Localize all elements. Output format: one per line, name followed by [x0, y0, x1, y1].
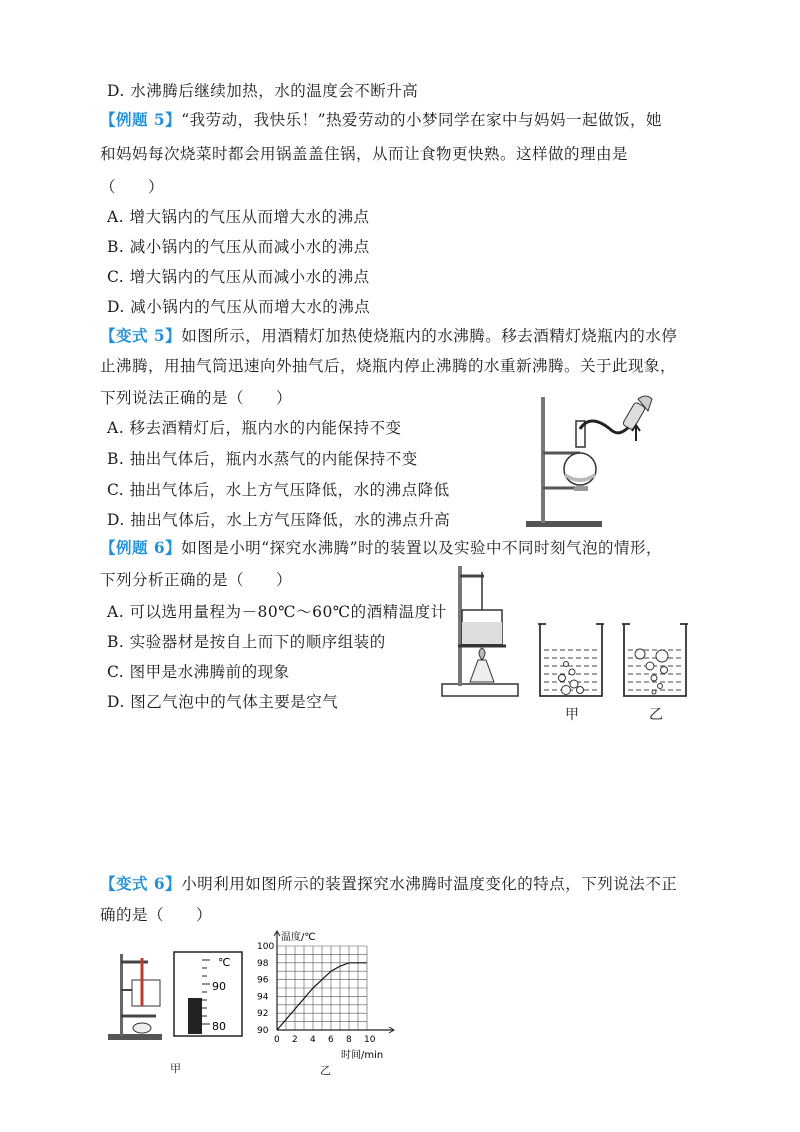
variant6-stem-line2: 确的是（ ）	[100, 906, 213, 924]
example5-stem-line2: 和妈妈每次烧菜时都会用锅盖盖住锅，从而让食物更快熟。这样做的理由是	[100, 145, 629, 163]
variant5-option-c: C. 抽出气体后，水上方气压降低，水的沸点降低	[107, 481, 450, 499]
y-tick-label: 96	[257, 975, 269, 986]
y-tick-label: 90	[257, 1026, 269, 1036]
example6-apparatus-figure	[440, 562, 522, 699]
example5-stem-text1: “我劳动，我快乐！”热爱劳动的小梦同学在家中与妈妈一起做饭，她	[181, 111, 663, 129]
prev-option-d: D. 水沸腾后继续加热，水的温度会不断升高	[107, 82, 419, 100]
y-tick-label: 98	[257, 958, 269, 969]
example6-tag: 【例题 6】	[100, 538, 182, 557]
variant5-stem-line2: 止沸腾，用抽气筒迅速向外抽气后，烧瓶内停止沸腾的水重新沸腾。关于此现象，	[100, 357, 677, 375]
example6-stem-line1	[100, 536, 662, 558]
variant5-option-b: B. 抽出气体后，瓶内水蒸气的内能保持不变	[107, 450, 418, 468]
y-tick-label: 94	[257, 992, 269, 1003]
example5-option-c: C. 增大锅内的气压从而减小水的沸点	[107, 268, 370, 286]
beaker-yi-figure	[620, 620, 690, 700]
example5-stem-line1	[100, 108, 662, 130]
thermo-unit: ℃	[218, 956, 231, 969]
variant6-jia-label: 甲	[170, 1062, 181, 1075]
example6-stem-text1: 如图是小明“探究水沸腾”时的装置以及实验中不同时刻气泡的情形，	[181, 539, 663, 557]
example6-stem-line2: 下列分析正确的是（ ）	[100, 571, 293, 589]
x-tick-label: 2	[292, 1035, 298, 1045]
example6-option-d: D. 图乙气泡中的气体主要是空气	[107, 693, 339, 711]
variant6-yi-label: 乙	[320, 1064, 331, 1077]
y-tick-label: 100	[257, 942, 275, 952]
x-tick-label: 4	[310, 1035, 316, 1045]
variant6-stem-line1	[100, 872, 677, 894]
variant6-tag: 【变式 6】	[100, 874, 182, 893]
beaker-jia-label: 甲	[565, 707, 579, 723]
variant5-tag: 【变式 5】	[100, 326, 182, 345]
example5-option-d: D. 减小锅内的气压从而增大水的沸点	[107, 298, 371, 316]
example6-option-b: B. 实验器材是按自上而下的顺序组装的	[107, 633, 386, 651]
example5-option-b: B. 减小锅内的气压从而减小水的沸点	[107, 238, 370, 256]
variant6-stem-text1: 小明利用如图所示的装置探究水沸腾时温度变化的特点，下列说法不正	[181, 875, 678, 893]
variant5-stem-line3: 下列说法正确的是（ ）	[100, 389, 293, 407]
x-tick-label: 10	[364, 1035, 376, 1045]
x-tick-label: 0	[274, 1035, 280, 1045]
x-tick-label: 8	[346, 1035, 352, 1045]
thermo-tick-90: 90	[212, 980, 226, 993]
variant6-apparatus-figure	[106, 950, 246, 1042]
example5-blank: （ ）	[100, 178, 165, 196]
variant5-stem-text1: 如图所示，用酒精灯加热使烧瓶内的水沸腾。移去酒精灯烧瓶内的水停	[181, 327, 678, 345]
y-tick-label: 92	[257, 1009, 269, 1020]
variant5-option-a: A. 移去酒精灯后，瓶内水的内能保持不变	[107, 419, 402, 437]
chart-grid	[277, 946, 367, 1030]
temperature-time-chart	[255, 926, 415, 1061]
beaker-jia-figure	[536, 620, 606, 700]
example5-option-a: A. 增大锅内的气压从而增大水的沸点	[107, 208, 370, 226]
variant5-stem-line1	[100, 324, 677, 346]
thermo-tick-80: 80	[212, 1020, 226, 1033]
example6-option-a: A. 可以选用量程为－80℃～60℃的酒精温度计	[107, 603, 447, 621]
variant5-option-d: D. 抽出气体后，水上方气压降低，水的沸点升高	[107, 511, 451, 529]
chart-y-axis-label: 温度/℃	[281, 932, 316, 943]
x-tick-label: 6	[328, 1035, 334, 1045]
variant5-apparatus-figure	[520, 393, 660, 531]
example5-tag: 【例题 5】	[100, 110, 182, 129]
example6-option-c: C. 图甲是水沸腾前的现象	[107, 663, 290, 681]
chart-x-axis-label: 时间/min	[341, 1050, 384, 1061]
beaker-yi-label: 乙	[649, 707, 663, 723]
